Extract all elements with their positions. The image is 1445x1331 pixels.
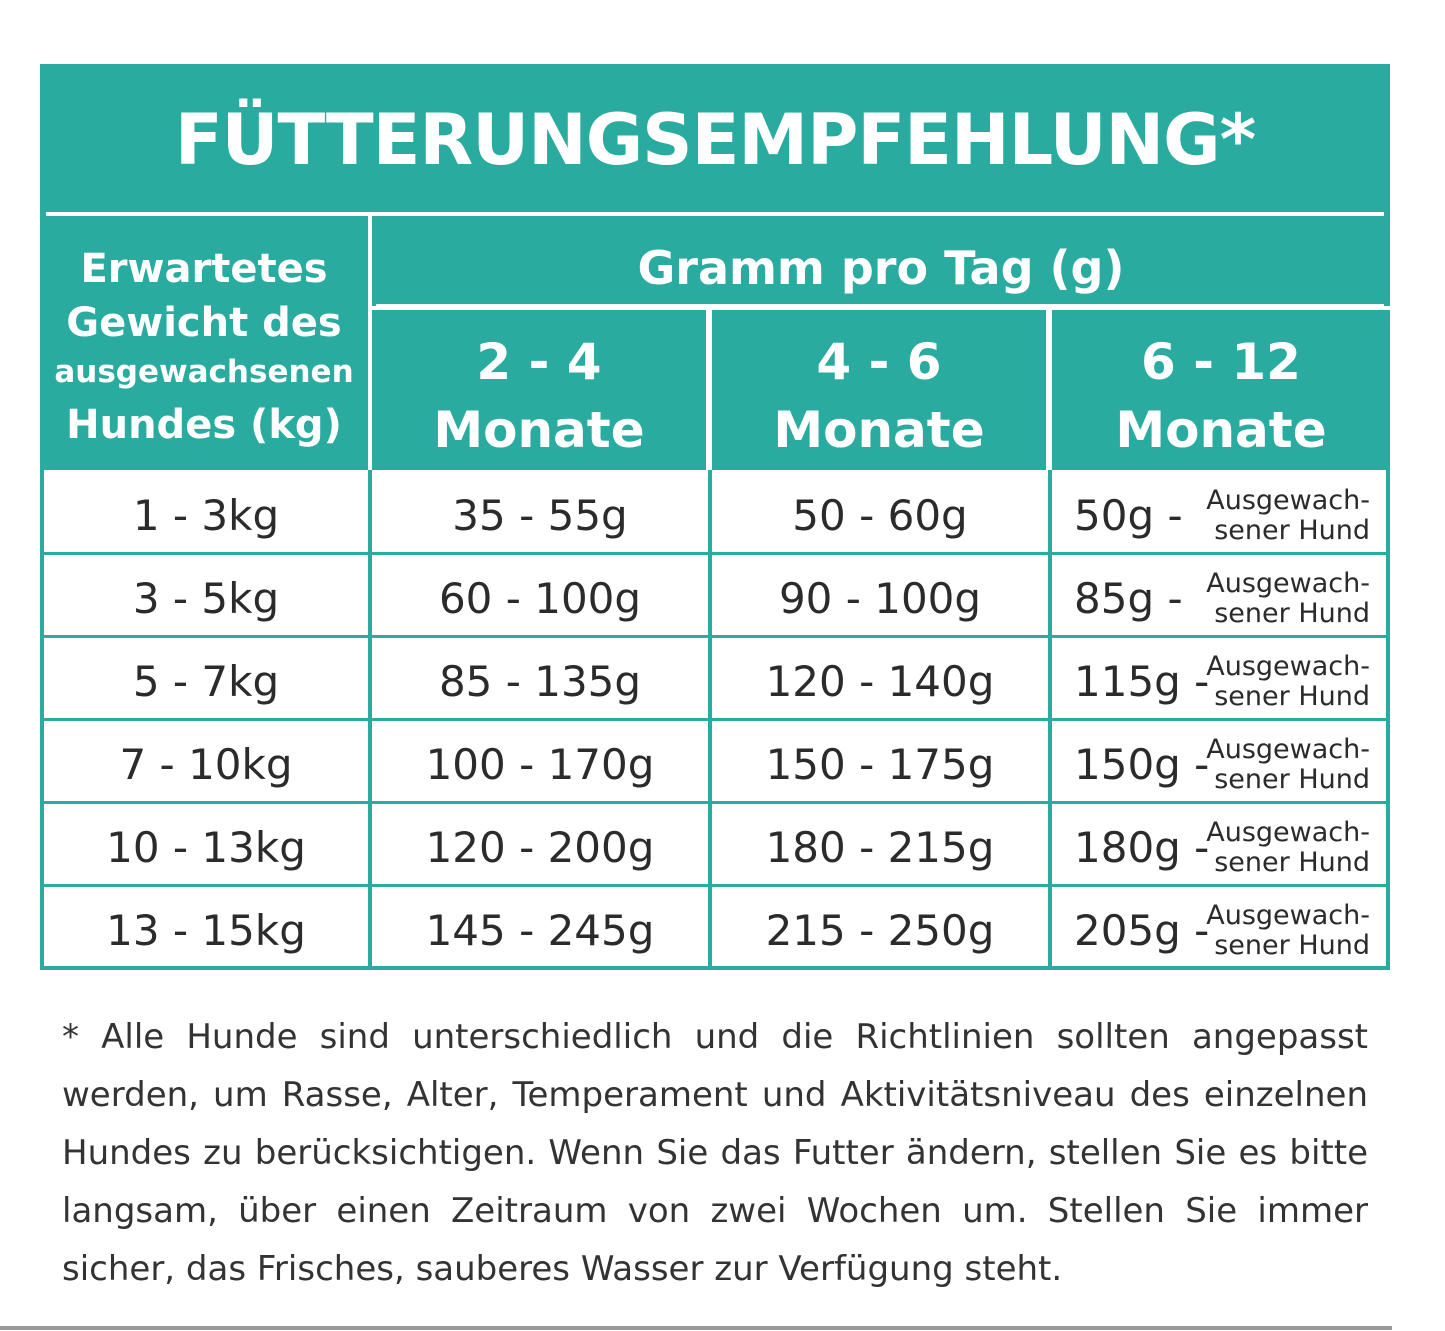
weight-cell: 5 - 7kg xyxy=(132,657,280,706)
adult-note-line-2: sener Hund xyxy=(1214,930,1370,961)
adult-note-line-1: Ausgewach- xyxy=(1206,817,1370,848)
bottom-divider xyxy=(0,1326,1392,1330)
amount-value: 150g - xyxy=(1074,740,1210,789)
adult-note-line-1: Ausgewach- xyxy=(1206,734,1370,765)
amount-6-12-cell xyxy=(1052,721,1386,801)
column-header-2-4 xyxy=(372,310,706,470)
adult-note-line-2: sener Hund xyxy=(1214,847,1370,878)
footnote: * Alle Hunde sind unterschiedlich und die Richtlinien sollten angepasst werden, um Rasse, Alter, Temperament und Aktivitätsniveau des einzelnen Hundes zu berücksichtigen. Wenn Sie das Futter ändern, stellen Sie es bitte langsam, über einen Zeitraum von zwei Wochen um. Stellen Sie immer sicher, das Frisches, sauberes Wasser zur Verfügung steht. xyxy=(62,1017,1368,1289)
weight-cell: 7 - 10kg xyxy=(119,740,293,789)
table-row xyxy=(40,555,1390,635)
adult-note-line-2: sener Hund xyxy=(1214,681,1370,712)
weight-label-line-4: Hundes (kg) xyxy=(66,402,342,448)
amount-value: 85g - xyxy=(1074,574,1183,623)
column-range: 4 - 6 xyxy=(816,333,942,391)
column-range: 6 - 12 xyxy=(1141,333,1301,391)
adult-note-line-2: sener Hund xyxy=(1214,515,1370,546)
table-row xyxy=(40,638,1390,718)
amount-4-6-cell: 180 - 215g xyxy=(765,823,995,872)
adult-note-line-1: Ausgewach- xyxy=(1206,568,1370,599)
weight-column-header xyxy=(40,216,368,470)
table-row xyxy=(40,804,1390,884)
page-title: FÜTTERUNGSEMPFEHLUNG* xyxy=(174,99,1256,181)
amount-2-4-cell: 120 - 200g xyxy=(425,823,655,872)
column-unit: Monate xyxy=(773,401,985,459)
amount-2-4-cell: 60 - 100g xyxy=(438,574,642,623)
weight-cell: 10 - 13kg xyxy=(106,823,306,872)
amount-2-4-cell: 35 - 55g xyxy=(452,491,628,540)
amount-4-6-cell: 90 - 100g xyxy=(778,574,982,623)
weight-cell: 1 - 3kg xyxy=(132,491,280,540)
column-unit: Monate xyxy=(1115,401,1327,459)
adult-note-line-1: Ausgewach- xyxy=(1206,900,1370,931)
adult-note-line-2: sener Hund xyxy=(1214,764,1370,795)
amount-4-6-cell: 50 - 60g xyxy=(792,491,968,540)
table-row xyxy=(40,721,1390,801)
weight-cell: 13 - 15kg xyxy=(106,906,306,955)
header-divider-left xyxy=(368,216,372,470)
amount-6-12-cell xyxy=(1052,555,1386,635)
amount-value: 50g - xyxy=(1074,491,1183,540)
gram-per-day-header xyxy=(372,216,1390,306)
amount-2-4-cell: 100 - 170g xyxy=(425,740,655,789)
amount-6-12-cell xyxy=(1052,638,1386,718)
gram-per-day-label: Gramm pro Tag (g) xyxy=(637,241,1125,295)
amount-value: 180g - xyxy=(1074,823,1210,872)
amount-value: 205g - xyxy=(1074,906,1210,955)
column-header-6-12 xyxy=(1052,310,1390,470)
weight-label-line-3: ausgewachsenen xyxy=(54,354,354,390)
table-row xyxy=(40,472,1390,552)
column-header-4-6 xyxy=(712,310,1046,470)
weight-cell: 3 - 5kg xyxy=(132,574,280,623)
header-divider-right xyxy=(1046,308,1052,470)
column-range: 2 - 4 xyxy=(476,333,602,391)
adult-note-line-1: Ausgewach- xyxy=(1206,651,1370,682)
weight-label-line-1: Erwartetes xyxy=(80,246,328,292)
weight-label-line-2: Gewicht des xyxy=(66,300,342,346)
amount-value: 115g - xyxy=(1074,657,1210,706)
amount-4-6-cell: 150 - 175g xyxy=(765,740,995,789)
table-row xyxy=(40,887,1390,967)
title-banner xyxy=(40,64,1390,216)
amount-6-12-cell xyxy=(1052,887,1386,967)
adult-note-line-2: sener Hund xyxy=(1214,598,1370,629)
header-divider-mid xyxy=(706,308,712,470)
amount-4-6-cell: 120 - 140g xyxy=(765,657,995,706)
column-unit: Monate xyxy=(433,401,645,459)
amount-6-12-cell xyxy=(1052,804,1386,884)
gram-divider xyxy=(376,304,1384,308)
feeding-table-body xyxy=(40,470,1390,970)
amount-4-6-cell: 215 - 250g xyxy=(765,906,995,955)
amount-2-4-cell: 145 - 245g xyxy=(425,906,655,955)
amount-2-4-cell: 85 - 135g xyxy=(438,657,642,706)
adult-note-line-1: Ausgewach- xyxy=(1206,485,1370,516)
amount-6-12-cell xyxy=(1052,472,1386,552)
